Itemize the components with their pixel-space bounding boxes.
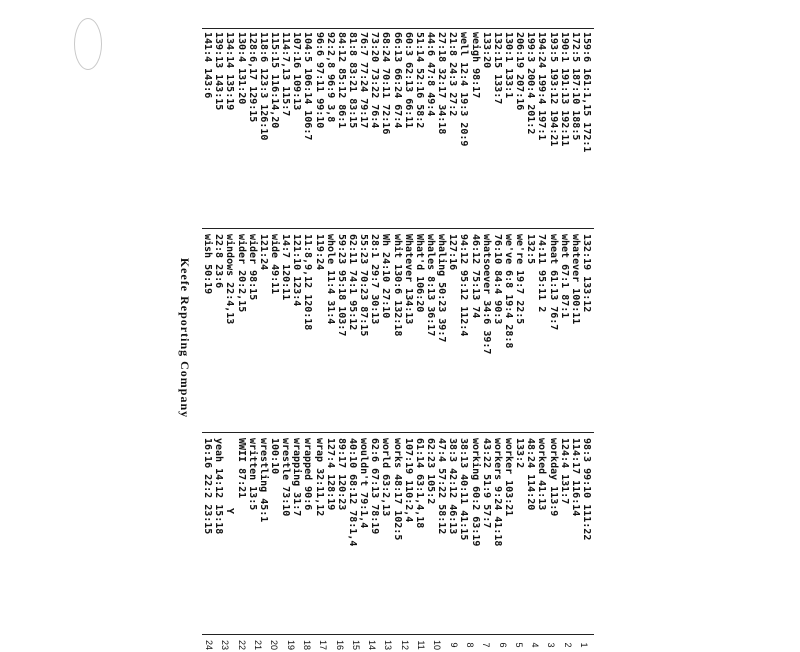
index-entry: 59:23 95:18 103:7 bbox=[336, 234, 347, 428]
index-entry: whatever 100:11 bbox=[570, 234, 581, 428]
index-entry: 38:13 40:11 41:15 bbox=[458, 438, 469, 628]
index-entry: 130:4 131:20 bbox=[236, 32, 247, 224]
line-number: 12 bbox=[396, 638, 412, 652]
index-entry: 141:4 143:6 bbox=[202, 32, 213, 224]
index-entry: wide 49:11 bbox=[269, 234, 280, 428]
index-entry: 194:24 199:4 197:1 bbox=[536, 32, 547, 224]
index-entry: 55:23 70:23 87:15 bbox=[358, 234, 369, 428]
index-entry: wider 98:15 bbox=[247, 234, 258, 428]
index-entry: works 48:17 102:5 bbox=[391, 438, 402, 628]
index-letter-heading: Y bbox=[224, 438, 235, 628]
line-number: 6 bbox=[494, 638, 510, 652]
line-number: 1 bbox=[576, 638, 592, 652]
line-number: 10 bbox=[429, 638, 445, 652]
index-entry: What'd 106:20 bbox=[414, 234, 425, 428]
index-entry: 96:6 97:11 99:10 bbox=[313, 32, 324, 224]
index-entry: 132:15 133:7 bbox=[492, 32, 503, 224]
index-entry: wrestling 45:1 bbox=[258, 438, 269, 628]
index-entry: wheat 61:13 76:7 bbox=[547, 234, 558, 428]
index-entry: 73:20 73:22 76:4 bbox=[369, 32, 380, 224]
index-entry: we're 19:7 22:5 bbox=[514, 234, 525, 428]
index-entry: 48:24 114:20 bbox=[525, 438, 536, 628]
index-entry: world 63:2,13 bbox=[380, 438, 391, 628]
index-entry: 114:7,13 115:7 bbox=[280, 32, 291, 224]
line-number: 11 bbox=[413, 638, 429, 652]
right-border-line bbox=[202, 634, 594, 635]
index-entry: 44:6 47:8 49:4 bbox=[425, 32, 436, 224]
index-entry: 61:14 63:1,4,18 bbox=[414, 438, 425, 628]
index-entry: workday 113:9 bbox=[547, 438, 558, 628]
index-entry: 134:14 135:19 bbox=[224, 32, 235, 224]
index-entry: 38:3 42:12 46:13 bbox=[447, 438, 458, 628]
line-number: 2 bbox=[559, 638, 575, 652]
line-number: 24 bbox=[201, 638, 217, 652]
line-number: 8 bbox=[462, 638, 478, 652]
index-entry: 62:11 74:1 95:12 bbox=[347, 234, 358, 428]
line-number: 4 bbox=[527, 638, 543, 652]
line-number: 5 bbox=[511, 638, 527, 652]
index-entry: 190:1 191:13 192:11 bbox=[559, 32, 570, 224]
index-entry: Whatever 134:13 bbox=[403, 234, 414, 428]
line-number: 19 bbox=[282, 638, 298, 652]
index-entry: 107:19 110:2,4 bbox=[403, 438, 414, 628]
index-entry: 76:7 77:24 79:17 bbox=[358, 32, 369, 224]
index-entry: 21:8 24:3 27:2 bbox=[447, 32, 458, 224]
index-entry: 14:7 120:11 bbox=[280, 234, 291, 428]
column-divider-1 bbox=[202, 228, 594, 229]
line-number: 22 bbox=[233, 638, 249, 652]
index-entry: 124:4 131:7 bbox=[559, 438, 570, 628]
index-entry: 118:6 123:3 126:10 bbox=[258, 32, 269, 224]
line-number: 20 bbox=[266, 638, 282, 652]
line-number: 15 bbox=[348, 638, 364, 652]
binder-hole bbox=[74, 18, 102, 70]
index-entry: 133:20 bbox=[481, 32, 492, 224]
index-entry: wrestle 73:10 bbox=[280, 438, 291, 628]
index-entry: 27:18 32:17 34:18 bbox=[436, 32, 447, 224]
index-entry: 115:15 116:14,20 bbox=[269, 32, 280, 224]
index-entry: WWII 87:21 bbox=[236, 438, 247, 628]
index-entry: 11:8,9,12 120:18 bbox=[302, 234, 313, 428]
line-number: 18 bbox=[299, 638, 315, 652]
index-entry: 81:8 83:21 83:15 bbox=[347, 32, 358, 224]
line-number: 7 bbox=[478, 638, 494, 652]
index-entry: 114:17 116:14 bbox=[570, 438, 581, 628]
index-entry: wider 20:2,15 bbox=[236, 234, 247, 428]
line-number: 21 bbox=[250, 638, 266, 652]
index-entry: 159:6 161:1,15 172:1 bbox=[581, 32, 592, 224]
index-entry: 199:3 200:4 201:2 bbox=[525, 32, 536, 224]
index-entry: written 13:5 bbox=[247, 438, 258, 628]
index-entry: whatsoever 34:6 39:7 bbox=[481, 234, 492, 428]
index-entry: whales 8:13 36:17 bbox=[425, 234, 436, 428]
index-entry: 119:24 bbox=[313, 234, 324, 428]
index-entry: 132:5 bbox=[525, 234, 536, 428]
index-entry: 51:14 52:16 58:2 bbox=[414, 32, 425, 224]
index-entry: whit 130:6 132:18 bbox=[391, 234, 402, 428]
index-entry: worked 41:13 bbox=[536, 438, 547, 628]
index-entry: 206:19 207:16 bbox=[514, 32, 525, 224]
index-entry: 98:3 99:10 111:22 bbox=[581, 438, 592, 628]
index-entry: 74:11 95:11 2 bbox=[536, 234, 547, 428]
index-entry: wrapped 90:6 bbox=[302, 438, 313, 628]
index-entry: 104:5 106:14 106:7 bbox=[302, 32, 313, 224]
index-entry: 132:19 133:12 bbox=[581, 234, 592, 428]
index-entry: 22:8 23:6 bbox=[213, 234, 224, 428]
index-column-2 bbox=[202, 234, 592, 428]
index-entry: 28:1 29:7 30:13 bbox=[369, 234, 380, 428]
index-entry: windows 22:4,13 bbox=[224, 234, 235, 428]
line-number: 17 bbox=[315, 638, 331, 652]
index-entry: 43:22 51:9 57:7 bbox=[481, 438, 492, 628]
column-divider-2 bbox=[202, 432, 594, 433]
index-entry: 121:24 bbox=[258, 234, 269, 428]
line-number: 13 bbox=[380, 638, 396, 652]
index-entry: 76:10 84:4 90:3 bbox=[492, 234, 503, 428]
index-entry: wish 50:19 bbox=[202, 234, 213, 428]
index-entry: 94:12 95:12 112:4 bbox=[458, 234, 469, 428]
index-entry: 193:5 193:12 194:21 bbox=[547, 32, 558, 224]
line-number: 23 bbox=[217, 638, 233, 652]
index-column-3 bbox=[202, 438, 592, 628]
index-entry: whole 11:4 31:4 bbox=[325, 234, 336, 428]
index-entry: weigh 98:17 bbox=[469, 32, 480, 224]
line-number-gutter bbox=[200, 638, 592, 652]
left-border-line bbox=[202, 28, 594, 29]
index-entry: whaling 50:23 39:7 bbox=[436, 234, 447, 428]
line-number: 16 bbox=[331, 638, 347, 652]
index-entry: 60:3 62:13 66:11 bbox=[403, 32, 414, 224]
index-entry: 127:16 bbox=[447, 234, 458, 428]
index-entry: wrapping 31:7 bbox=[291, 438, 302, 628]
index-entry: 133:2 bbox=[514, 438, 525, 628]
index-entry: wrap 32:11,12 bbox=[313, 438, 324, 628]
index-entry: yeah 14:12 15:18 bbox=[213, 438, 224, 628]
index-entry: 127:4 128:19 bbox=[325, 438, 336, 628]
index-column-1 bbox=[202, 32, 592, 224]
index-entry: worker 103:21 bbox=[503, 438, 514, 628]
index-entry: 16:16 22:2 23:15 bbox=[202, 438, 213, 628]
index-entry: 89:17 120:23 bbox=[336, 438, 347, 628]
index-entry: 84:12 85:12 86:1 bbox=[336, 32, 347, 224]
index-entry: 62:6 67:13 78:19 bbox=[369, 438, 380, 628]
index-entry: 46:12 75:13 74 bbox=[469, 234, 480, 428]
index-entry: 66:13 66:24 67:4 bbox=[391, 32, 402, 224]
index-entry: 47:4 57:22 58:12 bbox=[436, 438, 447, 628]
index-entry: 107:16 109:13 bbox=[291, 32, 302, 224]
index-entry: 62:23 105:2 bbox=[425, 438, 436, 628]
index-entry: workers 9:24 41:18 bbox=[492, 438, 503, 628]
index-page bbox=[170, 28, 600, 648]
reporter-footer: Keefe Reporting Company bbox=[178, 28, 192, 648]
index-entry: 130:1 133:1 bbox=[503, 32, 514, 224]
index-entry: 172:5 187:10 188:5 bbox=[570, 32, 581, 224]
index-entry: 139:13 143:15 bbox=[213, 32, 224, 224]
index-entry: 40:10 68:12 78:1,4 bbox=[347, 438, 358, 628]
index-entry: 128:6,17 129:15 bbox=[247, 32, 258, 224]
index-entry: well 12:4 19:3 20:9 bbox=[458, 32, 469, 224]
line-number: 14 bbox=[364, 638, 380, 652]
index-entry: 92:2,8 96:9 3,8 bbox=[325, 32, 336, 224]
line-number: 9 bbox=[445, 638, 461, 652]
index-entry: 100:10 bbox=[269, 438, 280, 628]
index-entry: working 60:2 63:19 bbox=[469, 438, 480, 628]
index-entry: we've 6:8 19:4 28:8 bbox=[503, 234, 514, 428]
index-entry: wouldn't 79:1,4 bbox=[358, 438, 369, 628]
index-entry: Wh 24:10 27:10 bbox=[380, 234, 391, 428]
line-number: 3 bbox=[543, 638, 559, 652]
index-entry: whet 67:1 87:1 bbox=[559, 234, 570, 428]
index-entry: 68:24 70:11 72:16 bbox=[380, 32, 391, 224]
index-entry: 121:10 123:4 bbox=[291, 234, 302, 428]
